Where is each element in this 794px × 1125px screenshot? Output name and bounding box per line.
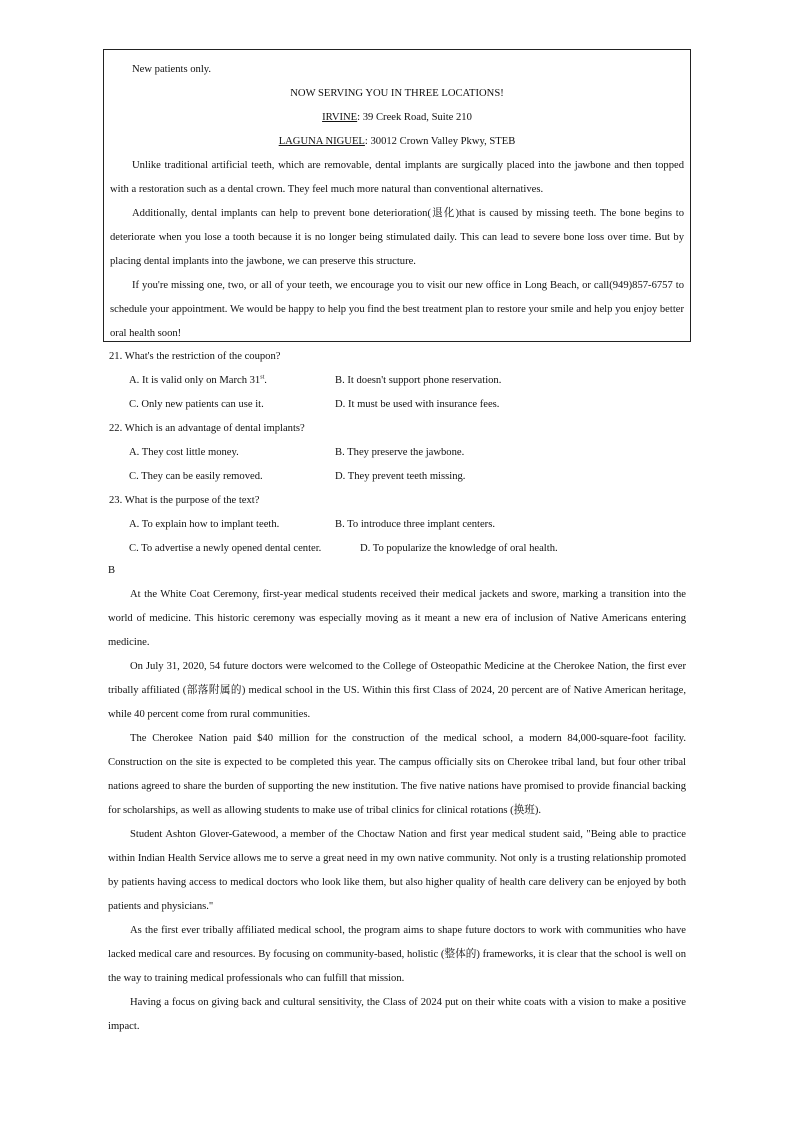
passage-b-paragraph-5: As the first ever tribally affiliated medical school, the program aims to shape future doctors to work with communities who have lacked medical care and resources. By focusing on community-based, holistic (整体的) frameworks, it is clear that the school is well on the way to training medical professionals who can fulfill that mission. <box>108 925 686 984</box>
question-22-options-row-1 <box>109 441 689 465</box>
ad-paragraph-2: Additionally, dental implants can help to prevent bone deterioration(退化)that is caused by missing teeth. The bone begins to deteriorate when you lose a tooth because it is no longer being stimulated daily. This can lead to severe bone loss over time. But by placing dental implants into the jawbone, we can preserve this structure. <box>110 208 684 267</box>
question-21-option-c: C. Only new patients can use it. <box>129 399 264 410</box>
question-22-option-a: A. They cost little money. <box>129 447 239 458</box>
question-21-options-row-2 <box>109 393 689 417</box>
location-irvine-name: IRVINE <box>322 112 358 123</box>
new-patients-note: New patients only. <box>132 64 212 75</box>
question-22-option-c: C. They can be easily removed. <box>129 471 263 482</box>
option-text: A. It is valid only on March 31 <box>129 375 261 386</box>
option-tail: . <box>264 375 267 386</box>
question-23-option-d: D. To popularize the knowledge of oral health. <box>360 543 558 554</box>
question-22-option-b: B. They preserve the jawbone. <box>335 447 465 458</box>
question-22-options-row-2 <box>109 465 689 489</box>
question-22-stem: 22. Which is an advantage of dental implants? <box>109 423 305 434</box>
question-23-option-b: B. To introduce three implant centers. <box>335 519 495 530</box>
question-21-option-d: D. It must be used with insurance fees. <box>335 399 500 410</box>
passage-b <box>108 559 686 1039</box>
question-21-stem: 21. What's the restriction of the coupon? <box>109 351 281 362</box>
location-laguna-address: : 30012 Crown Valley Pkwy, STEB <box>364 136 516 147</box>
question-23-option-a: A. To explain how to implant teeth. <box>129 519 280 530</box>
superscript-st: st <box>260 374 265 381</box>
question-22-option-d: D. They prevent teeth missing. <box>335 471 466 482</box>
location-laguna-name: LAGUNA NIGUEL <box>278 136 365 147</box>
question-21-options-row-1 <box>109 369 689 393</box>
passage-b-paragraph-1: At the White Coat Ceremony, first-year medical students received their medical jackets and swore, marking a transition into the world of medicine. This historic ceremony was especially moving as it meant a new era of inclusion of Native Americans entering medicine. <box>108 589 686 648</box>
passage-b-paragraph-4: Student Ashton Glover-Gatewood, a member of the Choctaw Nation and first year medical student said, "Being able to practice within Indian Health Service allows me to serve a great need in my own native community. Not only is a trusting relationship promoted by patients having access to medical doctors who look like them, but also higher quality of health care delivery can be enjoyed by both patients and physicians." <box>108 829 686 912</box>
question-23-options-row-2 <box>109 537 689 561</box>
location-irvine-address: : 39 Creek Road, Suite 210 <box>357 112 472 123</box>
section-b-label: B <box>108 565 116 576</box>
advertisement-box <box>103 49 691 342</box>
question-21-option-a <box>129 369 267 393</box>
questions-section <box>109 345 689 561</box>
question-21-option-b: B. It doesn't support phone reservation. <box>335 375 502 386</box>
passage-b-paragraph-6: Having a focus on giving back and cultural sensitivity, the Class of 2024 put on their white coats with a vision to make a positive impact. <box>108 997 686 1032</box>
passage-b-paragraph-2: On July 31, 2020, 54 future doctors were welcomed to the College of Osteopathic Medicine at the Cherokee Nation, the first ever tribally affiliated (部落附属的) medical school in the US. Within this first Class of 2024, 20 percent are of Native American heritage, while 40 percent come from rural communities. <box>108 661 686 720</box>
question-23-options-row-1 <box>109 513 689 537</box>
question-23-option-c: C. To advertise a newly opened dental center. <box>129 543 322 554</box>
question-23-stem: 23. What is the purpose of the text? <box>109 495 260 506</box>
ad-headline: NOW SERVING YOU IN THREE LOCATIONS! <box>290 88 504 99</box>
ad-paragraph-1: Unlike traditional artificial teeth, which are removable, dental implants are surgically placed into the jawbone and then topped with a restoration such as a dental crown. They feel much more natural than conventional alternatives. <box>110 160 684 195</box>
location-irvine <box>110 106 684 130</box>
location-laguna-niguel <box>110 130 684 154</box>
passage-b-paragraph-3: The Cherokee Nation paid $40 million for the construction of the medical school, a modern 84,000-square-foot facility. Construction on the site is expected to be completed this year. The campus officially sits on Cherokee tribal land, but four other tribal nations agreed to share the burden of supporting the new institution. The five native nations have promised to provide financial backing for scholarships, as well as allowing students to make use of tribal clinics for clinical rotations (换班). <box>108 733 686 816</box>
ad-paragraph-3: If you're missing one, two, or all of your teeth, we encourage you to visit our new office in Long Beach, or call(949)857-6757 to schedule your appointment. We would be happy to help you find the best treatment plan to restore your smile and help you enjoy better oral health soon! <box>110 280 684 339</box>
